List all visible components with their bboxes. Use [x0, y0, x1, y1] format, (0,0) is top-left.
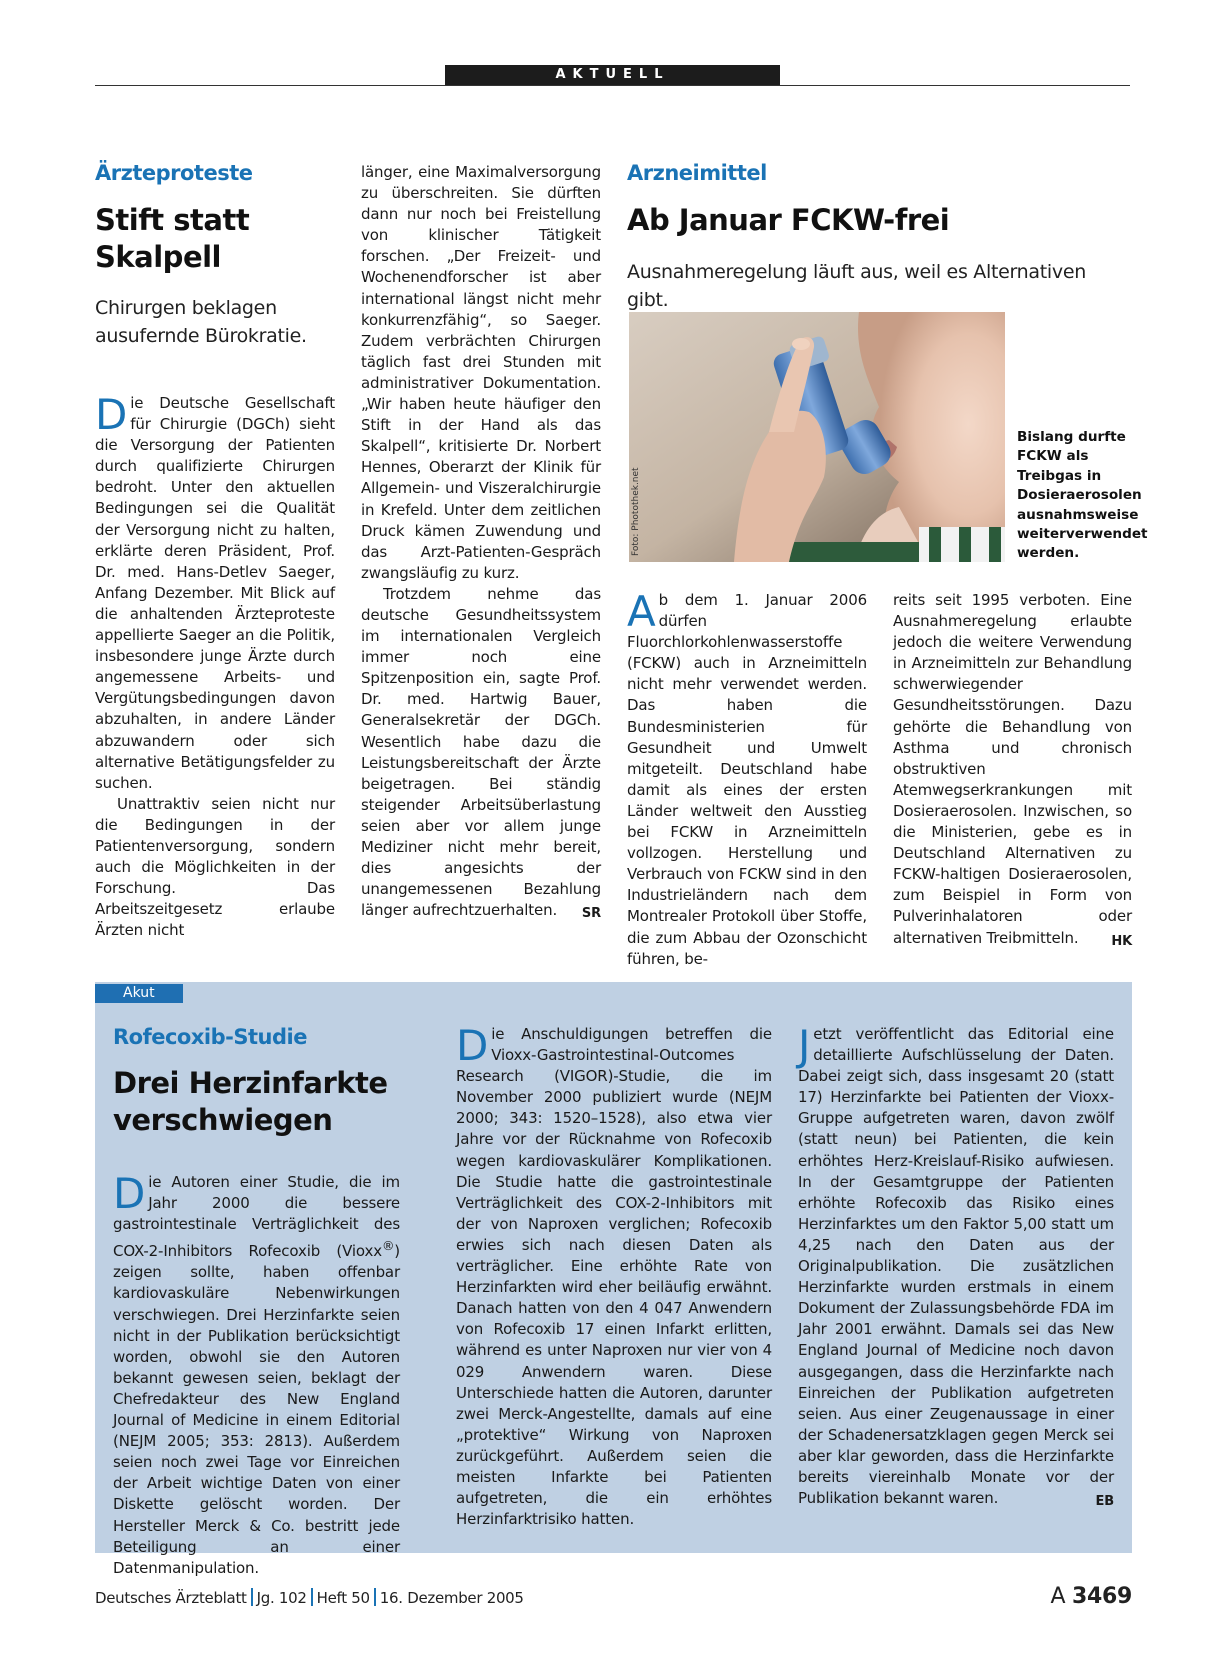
article3-column-2: Die Anschuldigungen betreffen die Vioxx-Gastrointestinal-Outcomes Research (VIGOR)-Studie, die im November 2000 publiziert wurde (NEJM 2000; 343: 1520–1528), also etwa vier Jahre vor der Rücknahme von Rofecoxib wegen kardiovaskulärer Komplikationen. Die Studie hatte die gastrointestinale Verträglichkeit des COX-2-Inhibitors mit der von Naproxen verglichen; Rofecoxib erwies sich nach diesen Daten als verträglicher. Eine erhöhte Rate von Herzinfarkten wird eher beiläufig erwähnt. Danach hatten von den 4 047 Anwendern von Rofecoxib 17 einen Infarkt erlitten, während es unter Naproxen nur vier von 4 029 Anwendern waren. Diese Unterschiede hatten die Autoren, darunter zwei Merck-Angestellte, damals auf eine „protektive“ Wirkung von Naproxen zurückgeführt. Außerdem seien die meisten Infarkte bei Patienten aufgetreten, die ein erhöhtes Herzinfarktrisiko hatten. — [456, 1021, 772, 1529]
article3-kicker: Rofecoxib-Studie — [113, 1025, 307, 1049]
photo-caption: Bislang durfte FCKW als Treibgas in Dosieraerosolen ausnahmsweise weiterverwendet werden. — [1017, 429, 1148, 562]
inhaler-photo — [629, 312, 1005, 562]
journal-volume: Jg. 102 — [256, 1589, 307, 1607]
article3-headline: Drei Herzinfarkte verschwiegen — [113, 1066, 388, 1137]
article1-headline: Stift statt Skalpell — [95, 203, 250, 274]
journal-issue: Heft 50 — [316, 1589, 370, 1607]
article3-column-1: Die Autoren einer Studie, die im Jahr 2000 die bessere gastrointestinale Verträglichkeit des COX-2-Inhibitors Rofecoxib (Vioxx®) zeigen sollte, haben offenbar kardiovaskuläre Nebenwirkungen verschwiegen. Drei Herzinfarkte seien nicht in der Publikation berücksichtigt worden, obwohl sie den Autoren bekannt gewesen seien, beklagt der Chefredakteur des New England Journal of Medicine in einem Editorial (NEJM 2005; 353: 2813). Außerdem seien noch zwei Tage vor Einreichen der Arbeit wichtige Daten von einer Diskette gelöscht worden. Der Hersteller Merck & Co. bestritt jede Beteiligung an einer Datenmanipulation. — [113, 1169, 400, 1577]
akut-tag: Akut — [95, 984, 183, 1003]
footer-separator — [251, 1588, 253, 1606]
article2-column-2: reits seit 1995 verboten. Eine Ausnahmeregelung erlaubte jedoch die weitere Verwendung in Arzneimitteln zur Behandlung schwerwiegender Gesundheitsstörungen. Dazu gehörte die Behandlung von Asthma und chronisch obstruktiven Atemwegserkrankungen mit Dosieraerosolen. Inzwischen, so die Ministerien, gebe es in Deutschland Alternativen zu FCKW-haltigen Dosieraerosolen, zum Beispiel in Form von Pulverinhalatoren oder alternativen Treibmitteln. HK — [893, 590, 1132, 952]
footer-separator — [374, 1588, 376, 1606]
article2-headline: Ab Januar FCKW-frei — [627, 203, 950, 237]
page-footer — [95, 1584, 1132, 1612]
issue-date: 16. Dezember 2005 — [379, 1589, 524, 1607]
header-rule — [95, 85, 1130, 86]
footer-separator — [311, 1588, 313, 1606]
dropcap: D — [113, 1169, 146, 1218]
article2-column-1: Ab dem 1. Januar 2006 dürfen Fluorchlorkohlenwasserstoffe (FCKW) auch in Arzneimitteln nicht mehr verwendet werden. Das haben die Bundesministerien für Gesundheit und Umwelt mitgeteilt. Deutschland habe damit als eines der ersten Länder weltweit den Ausstieg bei FCKW in Arzneimitteln vollzogen. Herstellung und Verbrauch von FCKW sind in den Industrieländern nach dem Montrealer Protokoll über Stoffe, die zum Abbau der Ozonschicht führen, be- — [627, 587, 867, 968]
inhaler-illustration-icon — [629, 312, 1005, 562]
article1-signature: SR — [581, 906, 601, 922]
page-number: A 3469 — [1050, 1584, 1132, 1609]
photo-credit: Foto: Photothek.net — [631, 467, 641, 556]
article1-standfirst: Chirurgen beklagen ausufernde Bürokratie. — [95, 297, 307, 347]
article1-column-2: länger, eine Maximalversorgung zu überschreiten. Sie dürften dann nur noch bei Freistellung von klinischer Tätigkeit forschen. „Der Freizeit- und Wochenendforscher ist aber international längst nicht mehr konkurrenzfähig“, so Saeger. Zudem verbrächten Chirurgen täglich fast drei Stunden mit administrativer Dokumentation. „Wir haben heute häufiger den Stift in der Hand als das Skalpell“, kritisierte Dr. Norbert Hennes, Oberarzt der Klinik für Allgemein- und Viszeralchirurgie in Krefeld. Unter dem zeitlichen Druck kämen Zuwendung und das Arzt-Patienten-Gespräch zwangsläufig zu kurz. Trotzdem nehme das deutsche Gesundheitssystem im internationalen Vergleich immer noch eine Spitzenposition ein, sagte Prof. Dr. med. Hartwig Bauer, Generalsekretär der DGCh. Wesentlich habe dazu die Leistungsbereitschaft der Ärzte beigetragen. Bei ständig steigender Arbeitsüberlastung seien aber vor allem junge Mediziner nicht mehr bereit, dies angesichts der unangemessenen Bezahlung länger aufrechtzuerhalten. SR — [361, 162, 601, 924]
article1-kicker: Ärzteproteste — [95, 161, 253, 185]
dropcap: D — [95, 390, 128, 439]
dropcap: J — [798, 1021, 811, 1070]
dropcap: D — [456, 1021, 489, 1070]
dropcap: A — [627, 587, 656, 636]
article2-standfirst: Ausnahmeregelung läuft aus, weil es Alternativen gibt. — [627, 261, 1086, 311]
article2-signature: HK — [1111, 933, 1132, 949]
article1-column-1: Die Deutsche Gesellschaft für Chirurgie (DGCh) sieht die Versorgung der Patienten durch qualifizierte Chirurgen bedroht. Unter den aktuellen Bedingungen sei die Qualität der Versorgung nicht zu halten, erklärte deren Präsident, Prof. Dr. med. Hans-Detlev Saeger, Anfang Dezember. Mit Blick auf die anhaltenden Ärzteproteste appellierte Saeger an die Politik, insbesondere junge Ärzte durch angemessene Arbeits- und Vergütungsbedingungen davon abzuhalten, in andere Länder abzuwandern oder sich alternative Betätigungsfelder zu suchen. Unattraktiv seien nicht nur die Bedingungen in der Patientenversorgung, sondern auch die Möglichkeiten in der Forschung. Das Arbeitszeitgesetz erlaube Ärzten nicht — [95, 390, 335, 940]
journal-name: Deutsches Ärzteblatt — [95, 1589, 247, 1607]
article3-signature: EB — [1095, 1494, 1114, 1510]
section-header: AKTUELL — [445, 65, 780, 85]
article3-column-3: Jetzt veröffentlicht das Editorial eine detaillierte Aufschlüsselung der Daten. Dabei zeigt sich, dass insgesamt 20 (statt 17) Herzinfarkte bei Patienten der Vioxx-Gruppe aufgetreten waren, davon zwölf (statt neun) bei Patienten, die kein erhöhtes Herz-Kreislauf-Risiko aufwiesen. In der Gesamtgruppe der Patienten erhöhte Rofecoxib das Risiko eines Herzinfarktes um den Faktor 5,00 statt um 4,25 nach den Daten aus der Originalpublikation. Die zusätzlichen Herzinfarkte wurden erstmals in einem Dokument der Zulassungsbehörde FDA im Jahr 2001 erwähnt. Damals sei das New England Journal of Medicine noch davon ausgegangen, dass die Herzinfarkte nach Einreichen der Publikation aufgetreten seien. Aus einer Zeugenaussage in einer der Schadenersatzklagen gegen Merck sei aber klar geworden, dass die Herzinfarkte bereits viereinhalb Monate vor der Publikation bekannt waren. EB — [798, 1024, 1114, 1512]
article2-kicker: Arzneimittel — [627, 161, 767, 185]
